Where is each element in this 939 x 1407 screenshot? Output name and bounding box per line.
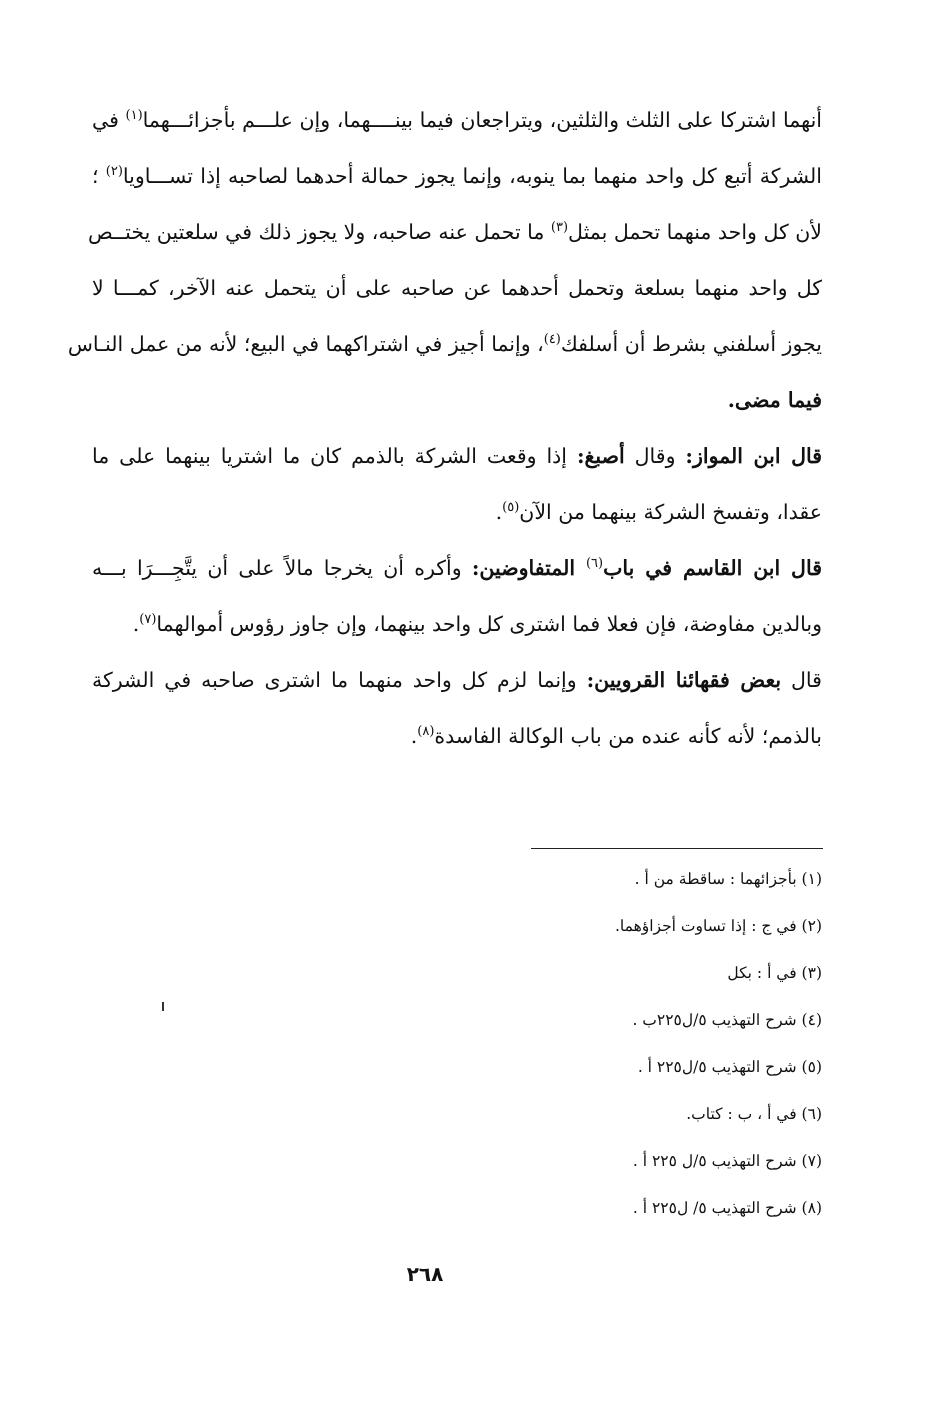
text-run: وقال	[624, 444, 686, 468]
text-run: يجوز أسلفني بشرط أن أسلفك	[560, 332, 822, 356]
footnote: (٢) في ج : إذا تساوت أجزاؤهما.	[614, 917, 822, 935]
footnote-divider	[531, 848, 823, 849]
text-run: .	[495, 500, 503, 524]
text-run: الشركة أتبع كل واحد منهما بما ينوبه، وإنما يجوز حمالة أحدهما لصاحبه إذا تســـاويا	[122, 164, 822, 188]
footnote-marker: (٦)	[585, 556, 604, 572]
footnote-marker: (٧)	[139, 612, 157, 628]
footnote: (٧) شرح التهذيب ٥/ل ٢٢٥ أ .	[632, 1152, 822, 1170]
speaker-name: قال ابن المواز:	[685, 444, 823, 468]
footnote-marker: (٢)	[105, 164, 123, 180]
text-line	[67, 316, 822, 372]
footnote-marker: (٤)	[543, 332, 561, 348]
page-number: ٢٦٨	[406, 1262, 444, 1286]
footnote-marker: (٥)	[502, 500, 520, 516]
footnote: (٣) في أ : بكل	[727, 964, 822, 982]
text-line	[92, 652, 822, 708]
text-run: ، وإنما أجيز في اشتراكهما في البيع؛ لأنه من عمل النـاس	[67, 332, 544, 356]
text-line	[92, 428, 822, 484]
footnote: (٥) شرح التهذيب ٥/ل٢٢٥ أ .	[637, 1058, 822, 1076]
text-run: أنهما اشتركا على الثلث والثلثين، ويتراجعان فيما بينــــهما، وإن علـــم بأجزائـــهما	[142, 108, 822, 132]
footnote-marker: (٨)	[417, 724, 435, 740]
speaker-name: قال ابن القاسم في باب	[603, 556, 822, 580]
speaker-name: المتفاوضين:	[471, 556, 586, 580]
speaker-name: أصبغ:	[576, 444, 625, 468]
text-line: كل واحد منهما بسلعة وتحمل أحدهما عن صاحبه على أن يتحمل عنه الآخر، كمـــا لا	[92, 276, 822, 300]
footnote: (٦) في أ ، ب : كتاب.	[686, 1105, 822, 1123]
text-line	[92, 596, 822, 652]
text-run: وإنما لزم كل واحد منهما ما اشترى صاحبه في الشركة	[92, 668, 587, 692]
footnote: (٨) شرح التهذيب ٥/ ل٢٢٥ أ .	[632, 1199, 822, 1217]
text-line	[92, 708, 822, 764]
footnote: (١) بأجزائهما : ساقطة من أ .	[634, 870, 822, 888]
footnote-marker: (١)	[125, 108, 143, 124]
text-run: عقدا، وتفسخ الشركة بينهما من الآن	[519, 500, 822, 524]
main-text	[67, 92, 823, 764]
footnote: (٤) شرح التهذيب ٥/ل٢٢٥ب .	[632, 1011, 822, 1029]
scan-speck	[162, 1002, 164, 1011]
footnote-marker: (٣)	[550, 220, 569, 236]
text-run: لأن كل واحد منهما تحمل بمثل	[568, 220, 822, 244]
text-run: ما تحمل عنه صاحبه، ولا يجوز ذلك في سلعتين يختــص	[88, 220, 551, 244]
text-line: فيما مضى.	[727, 388, 822, 412]
text-line	[92, 148, 822, 204]
text-line	[92, 92, 822, 148]
footnotes	[300, 862, 822, 1238]
text-run: وبالدين مفاوضة، فإن فعلا فما اشترى كل واحد بينهما، وإن جاوز رؤوس أموالهما	[156, 612, 822, 636]
text-line	[92, 540, 822, 596]
text-run: .	[132, 612, 140, 636]
text-line	[88, 204, 822, 260]
text-run: ؛	[92, 164, 106, 188]
text-run: بالذمم؛ لأنه كأنه عنده من باب الوكالة الفاسدة	[434, 724, 822, 748]
text-line	[92, 484, 822, 540]
text-run: .	[410, 724, 418, 748]
text-run: في	[92, 108, 126, 132]
speaker-name: بعض فقهائنا القرويين:	[586, 668, 782, 692]
text-run: وأكره أن يخرجا مالاً على أن يتَّجِـــرَا بـــه	[92, 556, 472, 580]
text-run: قال	[781, 668, 822, 692]
text-run: إذا وقعت الشركة بالذمم كان ما اشتريا بينهما على ما	[92, 444, 577, 468]
